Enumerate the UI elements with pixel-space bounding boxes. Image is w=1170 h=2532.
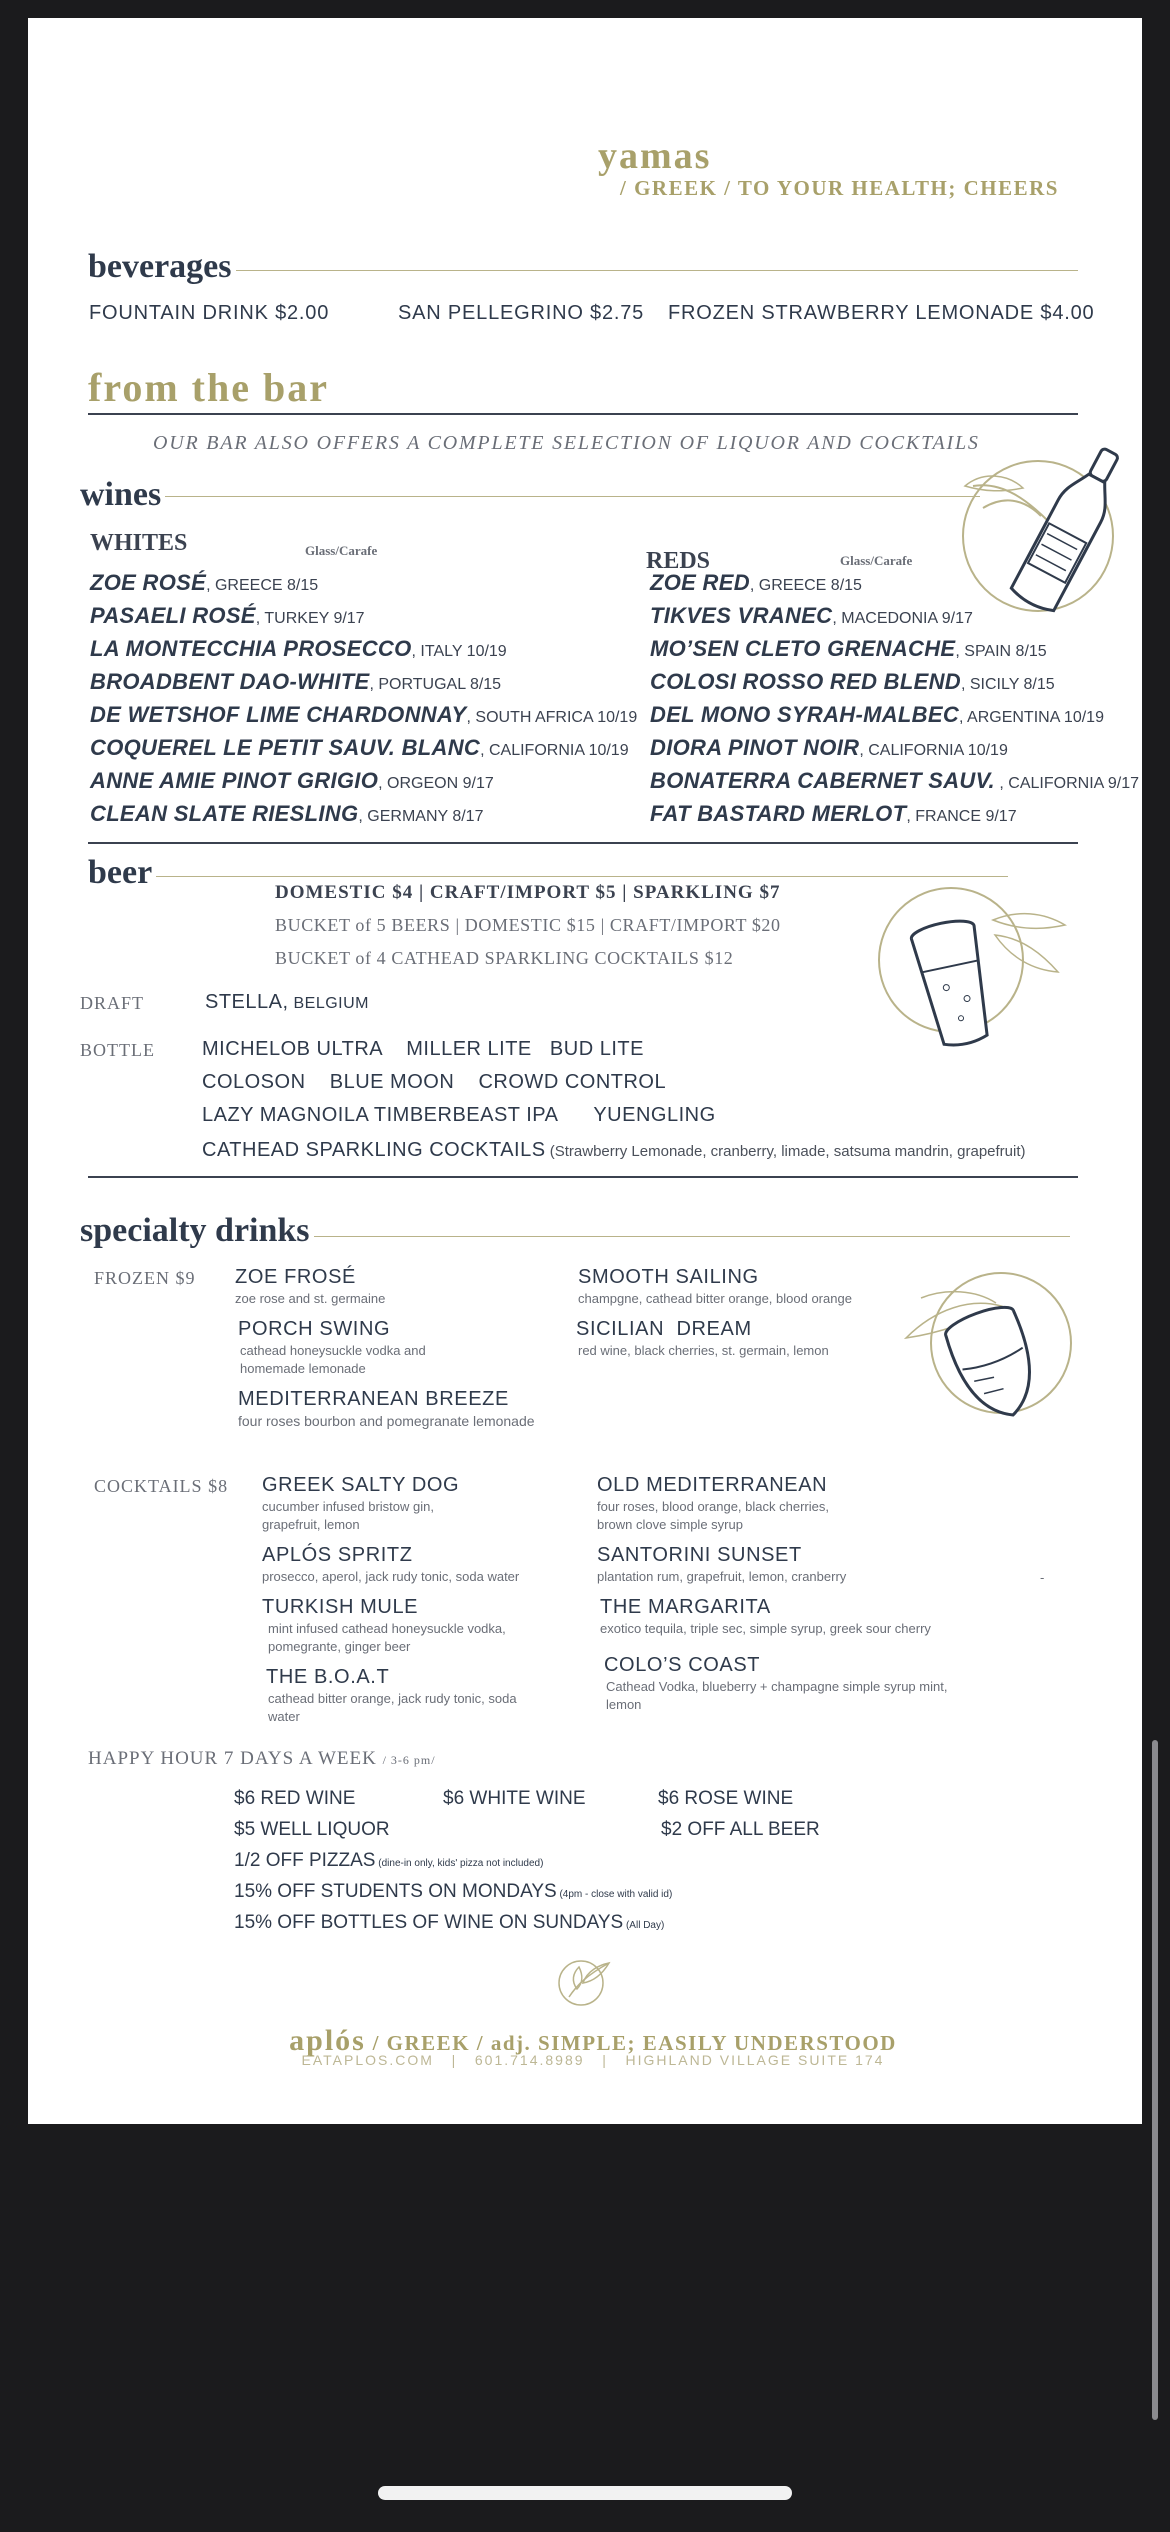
happy-hour-item bbox=[234, 1850, 543, 1872]
footer-contact: EATAPLOS.COM | 601.714.8989 | HIGHLAND VILLAGE SUITE 174 bbox=[301, 2052, 885, 2068]
bottle-list: COLOSON BLUE MOON CROWD CONTROL bbox=[202, 1071, 667, 1093]
wine-item bbox=[90, 570, 318, 596]
happy-hour-label: 1/2 OFF PIZZAS bbox=[234, 1850, 376, 1871]
wine-name: ZOE ROSÉ bbox=[90, 570, 207, 595]
drink-description: cucumber infused bristow gin, grapefruit, lemon bbox=[262, 1499, 434, 1532]
wine-item bbox=[650, 570, 862, 596]
drink-description: four roses, blood orange, black cherries, brown clove simple syrup bbox=[597, 1499, 829, 1532]
drink-name: SICILIAN DREAM bbox=[576, 1318, 752, 1340]
leaf-logo-icon bbox=[553, 1953, 617, 2009]
happy-hour-item: $6 ROSE WINE bbox=[658, 1788, 794, 1809]
drink-name: MEDITERRANEAN BREEZE bbox=[238, 1388, 509, 1410]
wine-origin: , SOUTH AFRICA 10/19 bbox=[466, 709, 638, 726]
beer-bucket: BUCKET of 4 CATHEAD SPARKLING COCKTAILS $12 bbox=[275, 948, 734, 968]
divider-line bbox=[88, 842, 1078, 844]
draft-item bbox=[205, 991, 369, 1014]
beverage-item: FROZEN STRAWBERRY LEMONADE $4.00 bbox=[668, 302, 1095, 324]
whites-heading: WHITES bbox=[90, 530, 188, 556]
wine-name: DEL MONO SYRAH-MALBEC bbox=[650, 702, 960, 727]
happy-hour-item: $2 OFF ALL BEER bbox=[661, 1819, 820, 1840]
wine-item bbox=[650, 603, 973, 629]
cathead-cocktails bbox=[202, 1139, 1026, 1162]
wine-item bbox=[90, 768, 494, 794]
wine-item bbox=[650, 735, 1008, 761]
wine-name: PASAELI ROSÉ bbox=[90, 603, 256, 628]
wine-item bbox=[650, 768, 1139, 794]
wine-item bbox=[90, 801, 483, 827]
cocktails-label: COCKTAILS $8 bbox=[94, 1476, 229, 1496]
divider-line bbox=[80, 496, 980, 497]
drink-description: four roses bourbon and pomegranate lemonade bbox=[238, 1413, 535, 1429]
wine-name: DIORA PINOT NOIR bbox=[650, 735, 860, 760]
wine-name: FAT BASTARD MERLOT bbox=[650, 801, 907, 826]
happy-hour-item bbox=[234, 1881, 672, 1903]
beverage-item: SAN PELLEGRINO $2.75 bbox=[398, 302, 645, 324]
section-title-specialty: specialty drinks bbox=[80, 1212, 314, 1250]
wine-origin: , SPAIN 8/15 bbox=[955, 643, 1047, 660]
wine-item bbox=[650, 702, 1104, 728]
beer-origin: BELGIUM bbox=[288, 995, 370, 1012]
wine-origin: , PORTUGAL 8/15 bbox=[369, 676, 502, 693]
wine-origin: , SICILY 8/15 bbox=[960, 676, 1055, 693]
happy-hour-label: 15% OFF BOTTLES OF WINE ON SUNDAYS bbox=[234, 1912, 624, 1933]
drink-description: mint infused cathead honeysuckle vodka, pomegrante, ginger beer bbox=[268, 1621, 506, 1654]
drink-description: red wine, black cherries, st. germain, lemon bbox=[578, 1343, 829, 1358]
drink-name: COLO’S COAST bbox=[604, 1654, 761, 1676]
drink-description: plantation rum, grapefruit, lemon, cranberry bbox=[597, 1569, 847, 1584]
glass-carafe-label: Glass/Carafe bbox=[840, 553, 913, 568]
cocktail-glass-icon bbox=[896, 1258, 1096, 1458]
drink-description: champgne, cathead bitter orange, blood orange bbox=[578, 1291, 852, 1306]
section-title-beer: beer bbox=[88, 854, 156, 892]
wine-bottle-icon bbox=[953, 426, 1153, 626]
home-indicator[interactable] bbox=[378, 2486, 792, 2500]
bottle-label: BOTTLE bbox=[80, 1040, 155, 1060]
drink-name: GREEK SALTY DOG bbox=[262, 1474, 460, 1496]
wine-name: MO’SEN CLETO GRENACHE bbox=[650, 636, 956, 661]
drink-name: ZOE FROSÉ bbox=[235, 1266, 356, 1288]
beverage-item: FOUNTAIN DRINK $2.00 bbox=[89, 302, 330, 324]
cathead-name: CATHEAD SPARKLING COCKTAILS bbox=[202, 1139, 546, 1161]
wine-name: ANNE AMIE PINOT GRIGIO bbox=[90, 768, 379, 793]
happy-hour-title: HAPPY HOUR 7 DAYS A WEEK bbox=[88, 1748, 377, 1769]
wine-name: LA MONTECCHIA PROSECCO bbox=[90, 636, 412, 661]
divider-line bbox=[88, 270, 1078, 271]
happy-hour-hours: / 3-6 pm/ bbox=[382, 1753, 436, 1767]
wine-origin: , MACEDONIA 9/17 bbox=[832, 610, 973, 627]
reds-heading: REDS bbox=[646, 548, 711, 574]
dash-mark: - bbox=[1040, 1570, 1045, 1585]
menu-page bbox=[28, 18, 1142, 2124]
wine-origin: , ITALY 10/19 bbox=[411, 643, 507, 660]
cathead-note: (Strawberry Lemonade, cranberry, limade, satsuma mandrin, grapefruit) bbox=[545, 1143, 1026, 1160]
wine-origin: , ORGEON 9/17 bbox=[378, 775, 494, 792]
wine-origin: , GERMANY 8/17 bbox=[358, 808, 484, 825]
scrollbar[interactable] bbox=[1152, 1740, 1158, 2420]
beer-prices: DOMESTIC $4 | CRAFT/IMPORT $5 | SPARKLING $7 bbox=[275, 882, 781, 903]
wine-item bbox=[90, 702, 637, 728]
wine-item bbox=[650, 636, 1047, 662]
wine-name: BROADBENT DAO-WHITE bbox=[90, 669, 370, 694]
wine-item bbox=[90, 735, 629, 761]
happy-hour-item: $6 WHITE WINE bbox=[443, 1788, 586, 1809]
drink-description: exotico tequila, triple sec, simple syrup, greek sour cherry bbox=[600, 1621, 931, 1636]
wine-origin: , CALIFORNIA 9/17 bbox=[994, 775, 1140, 792]
frozen-label: FROZEN $9 bbox=[94, 1268, 196, 1288]
wine-item bbox=[90, 636, 507, 662]
happy-hour-note: (All Day) bbox=[623, 1920, 665, 1931]
bottle-list: MICHELOB ULTRA MILLER LITE BUD LITE bbox=[202, 1038, 644, 1060]
drink-name: OLD MEDITERRANEAN bbox=[597, 1474, 828, 1496]
drink-description: prosecco, aperol, jack rudy tonic, soda water bbox=[262, 1569, 520, 1584]
wine-item bbox=[90, 603, 365, 629]
brand-title: yamas bbox=[598, 135, 712, 177]
wine-name: CLEAN SLATE RIESLING bbox=[90, 801, 359, 826]
section-title-bar: from the bar bbox=[88, 365, 329, 410]
drink-name: THE B.O.A.T bbox=[266, 1666, 390, 1688]
divider-line bbox=[88, 1176, 1078, 1178]
drink-name: SMOOTH SAILING bbox=[578, 1266, 759, 1288]
wine-name: ZOE RED bbox=[650, 570, 750, 595]
wine-origin: , ARGENTINA 10/19 bbox=[959, 709, 1104, 726]
drink-description: zoe rose and st. germaine bbox=[235, 1291, 386, 1306]
wine-name: COQUEREL LE PETIT SAUV. BLANC bbox=[90, 735, 481, 760]
wine-origin: , CALIFORNIA 10/19 bbox=[859, 742, 1008, 759]
wine-origin: , GREECE 8/15 bbox=[749, 577, 862, 594]
drink-description: cathead honeysuckle vodka and homemade lemonade bbox=[240, 1343, 426, 1376]
happy-hour-label: 15% OFF STUDENTS ON MONDAYS bbox=[234, 1881, 557, 1902]
bar-note: OUR BAR ALSO OFFERS A COMPLETE SELECTION OF LIQUOR AND COCKTAILS bbox=[153, 432, 980, 454]
wine-origin: , GREECE 8/15 bbox=[206, 577, 319, 594]
happy-hour-item: $5 WELL LIQUOR bbox=[234, 1819, 390, 1840]
bottle-list: LAZY MAGNOILA TIMBERBEAST IPA YUENGLING bbox=[202, 1104, 716, 1126]
happy-hour-heading bbox=[88, 1748, 436, 1770]
footer-brand: aplós bbox=[289, 2024, 366, 2057]
beer-bucket: BUCKET of 5 BEERS | DOMESTIC $15 | CRAFT/IMPORT $20 bbox=[275, 915, 781, 935]
drink-description: cathead bitter orange, jack rudy tonic, soda water bbox=[268, 1691, 517, 1724]
wine-name: TIKVES VRANEC bbox=[650, 603, 833, 628]
section-title-beverages: beverages bbox=[88, 248, 236, 286]
wine-name: DE WETSHOF LIME CHARDONNAY bbox=[90, 702, 467, 727]
drink-name: SANTORINI SUNSET bbox=[597, 1544, 802, 1566]
happy-hour-note: (dine-in only, kids' pizza not included) bbox=[375, 1858, 544, 1869]
wine-item bbox=[650, 669, 1055, 695]
divider-line bbox=[88, 876, 1008, 877]
wine-item bbox=[90, 669, 501, 695]
glass-carafe-label: Glass/Carafe bbox=[305, 543, 378, 558]
drink-name: THE MARGARITA bbox=[600, 1596, 771, 1618]
drink-name: TURKISH MULE bbox=[262, 1596, 419, 1618]
section-title-wines: wines bbox=[80, 476, 165, 514]
happy-hour-note: (4pm - close with valid id) bbox=[556, 1889, 673, 1900]
divider-line bbox=[88, 413, 1078, 415]
footer-tagline: / GREEK / adj. SIMPLE; EASILY UNDERSTOOD bbox=[365, 2031, 897, 2055]
wine-origin: , CALIFORNIA 10/19 bbox=[480, 742, 629, 759]
drink-name: PORCH SWING bbox=[238, 1318, 391, 1340]
drink-name: APLÓS SPRITZ bbox=[262, 1544, 413, 1566]
happy-hour-item: $6 RED WINE bbox=[234, 1788, 356, 1809]
wine-origin: , FRANCE 9/17 bbox=[906, 808, 1017, 825]
wine-item bbox=[650, 801, 1017, 827]
wine-name: COLOSI ROSSO RED BLEND bbox=[650, 669, 961, 694]
beer-name: STELLA, bbox=[205, 991, 289, 1013]
drink-description: Cathead Vodka, blueberry + champagne simple syrup mint, lemon bbox=[606, 1679, 948, 1712]
beer-glass-icon bbox=[873, 880, 1083, 1060]
wine-origin: , TURKEY 9/17 bbox=[255, 610, 365, 627]
draft-label: DRAFT bbox=[80, 993, 145, 1013]
wine-name: BONATERRA CABERNET SAUV. bbox=[650, 768, 995, 793]
brand-tagline: / GREEK / TO YOUR HEALTH; CHEERS bbox=[620, 176, 1059, 200]
happy-hour-item bbox=[234, 1912, 664, 1934]
